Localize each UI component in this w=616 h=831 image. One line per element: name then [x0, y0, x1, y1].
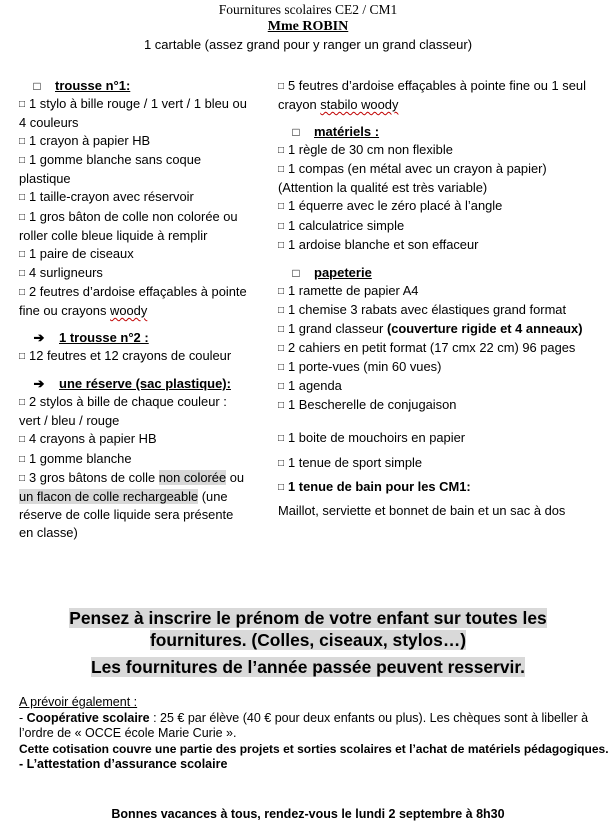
list-item — [19, 469, 271, 488]
arrow-right-icon: ➔ — [33, 330, 45, 346]
section-label: une réserve (sac plastique): — [59, 376, 231, 392]
intro-line: 1 cartable (assez grand pour y ranger un grand classeur) — [143, 37, 473, 52]
list-item: □ 1 ardoise blanche et son effaceur — [278, 236, 614, 255]
banner-line — [0, 629, 616, 651]
spellcheck-word: woody — [110, 303, 148, 319]
list-item: □ 2 feutres d’ardoise effaçables à pointe — [19, 283, 271, 302]
section-papeterie-heading — [278, 264, 614, 282]
list-item: □ 1 boite de mouchoirs en papier — [278, 429, 614, 448]
list-item-continuation: roller colle bleue liquide à remplir — [19, 227, 208, 243]
list-item: □ 2 cahiers en petit format (17 cmx 22 cm) 96 pages — [278, 339, 614, 358]
highlighted-text: fournitures. (Colles, ciseaux, stylos…) — [149, 630, 466, 650]
arrow-right-icon: ➔ — [33, 376, 45, 392]
list-item: □ 12 feutres et 12 crayons de couleur — [19, 347, 271, 366]
list-item: □ 1 chemise 3 rabats avec élastiques grand format — [278, 301, 614, 320]
text-fragment: crayon — [278, 97, 321, 113]
list-item-continuation — [19, 302, 271, 320]
text-fragment: 1 grand classeur — [288, 320, 387, 336]
section-label: 1 trousse n°2 : — [59, 330, 149, 346]
additional-notes — [19, 695, 611, 773]
reminder-banner — [0, 607, 616, 678]
notes-heading: A prévoir également : — [19, 695, 138, 709]
list-item-continuation: réserve de colle liquide sera présente — [19, 506, 234, 522]
section-trousse2-heading — [19, 329, 271, 347]
list-item-continuation — [19, 488, 271, 506]
list-item: □ 1 porte-vues (min 60 vues) — [278, 358, 614, 377]
square-bullet-icon: □ — [292, 125, 300, 140]
list-item: □ 1 gros bâton de colle non colorée ou — [19, 208, 271, 227]
list-item-continuation: vert / bleu / rouge — [19, 413, 120, 429]
list-item: □ 1 calculatrice simple — [278, 217, 614, 236]
highlighted-text: non colorée — [158, 469, 227, 485]
text-fragment: 3 gros bâtons de colle — [29, 469, 159, 485]
document-title: Fournitures scolaires CE2 / CM1 — [218, 2, 398, 17]
text-fragment: ou — [226, 469, 245, 485]
list-item: □ 1 gomme blanche — [19, 450, 271, 469]
highlighted-text: Pensez à inscrire le prénom de votre enfant sur toutes les — [69, 608, 547, 628]
text-fragment: : 25 € par élève (40 € pour deux enfants ou plus). Les chèques sont à libeller à l’ordre de « OCCE école Marie Curie ». — [19, 710, 589, 740]
list-item: □ 1 taille-crayon avec réservoir — [19, 188, 271, 207]
list-item: □ 1 compas (en métal avec un crayon à papier) — [278, 160, 614, 179]
list-item: □ 1 stylo à bille rouge / 1 vert / 1 bleu ou — [19, 95, 271, 114]
section-trousse1-heading — [19, 77, 271, 95]
header — [0, 0, 616, 53]
bold-text: (couverture rigide et 4 anneaux) — [386, 320, 583, 336]
text-fragment: (une — [198, 488, 228, 504]
banner-line — [0, 607, 616, 629]
spellcheck-word: stabilo woody — [320, 97, 399, 113]
section-reserve-heading — [19, 375, 271, 393]
highlighted-text: Les fournitures de l’année passée peuvent resservir. — [91, 657, 525, 677]
list-item-continuation — [278, 96, 614, 114]
list-item: □ 1 Bescherelle de conjugaison — [278, 396, 614, 415]
left-column — [19, 77, 271, 542]
list-item: □ 1 ramette de papier A4 — [278, 282, 614, 301]
list-item: □ 1 tenue de bain pour les CM1: — [278, 478, 614, 497]
section-label: papeterie — [314, 264, 372, 280]
highlighted-text: un flacon de colle rechargeable — [19, 488, 199, 504]
list-item-continuation: 4 couleurs — [19, 115, 79, 131]
closing-message: Bonnes vacances à tous, rendez-vous le lundi 2 septembre à 8h30 — [111, 807, 505, 821]
coop-note: - Coopérative scolaire : 25 € par élève (40 € pour deux enfants ou plus). Les chèques sont à libeller à l’ordre de « OCCE école Marie Curie ». — [19, 710, 589, 740]
bold-text: Coopérative scolaire — [26, 710, 150, 725]
section-label: matériels : — [314, 124, 380, 140]
right-column — [278, 77, 614, 520]
list-item-continuation: Maillot, serviette et bonnet de bain et un sac à dos — [278, 502, 566, 518]
teacher-name: Mme ROBIN — [267, 19, 349, 34]
list-item-continuation: plastique — [19, 171, 71, 187]
section-label: trousse n°1: — [55, 78, 131, 93]
attestation-note: - L’attestation d’assurance scolaire — [19, 757, 228, 771]
list-item: □ 1 tenue de sport simple — [278, 454, 614, 473]
list-item: □ 1 équerre avec le zéro placé à l’angle — [278, 197, 614, 216]
list-item: □ 5 feutres d’ardoise effaçables à pointe fine ou 1 seul — [278, 77, 614, 96]
list-item: □ 2 stylos à bille de chaque couleur : — [19, 393, 271, 412]
list-item: □ 1 paire de ciseaux — [19, 245, 271, 264]
square-bullet-icon: □ — [33, 79, 41, 93]
list-item: □ 4 surligneurs — [19, 264, 271, 283]
list-item — [278, 320, 614, 339]
list-item: □ 1 agenda — [278, 377, 614, 396]
banner-line — [0, 656, 616, 678]
list-item: □ 1 gomme blanche sans coque — [19, 151, 271, 170]
list-item: □ 1 règle de 30 cm non flexible — [278, 141, 614, 160]
list-item-continuation: (Attention la qualité est très variable) — [278, 180, 488, 196]
square-bullet-icon: □ — [292, 265, 300, 280]
cotisation-note: Cette cotisation couvre une partie des projets et sorties scolaires et l’achat de matériels pédagogiques. — [19, 741, 609, 756]
section-materiels-heading — [278, 123, 614, 141]
list-item: □ 4 crayons à papier HB — [19, 430, 271, 449]
list-item: □ 1 crayon à papier HB — [19, 132, 271, 151]
text-fragment: fine ou crayons — [19, 303, 111, 319]
list-item-continuation: en classe) — [19, 524, 78, 540]
